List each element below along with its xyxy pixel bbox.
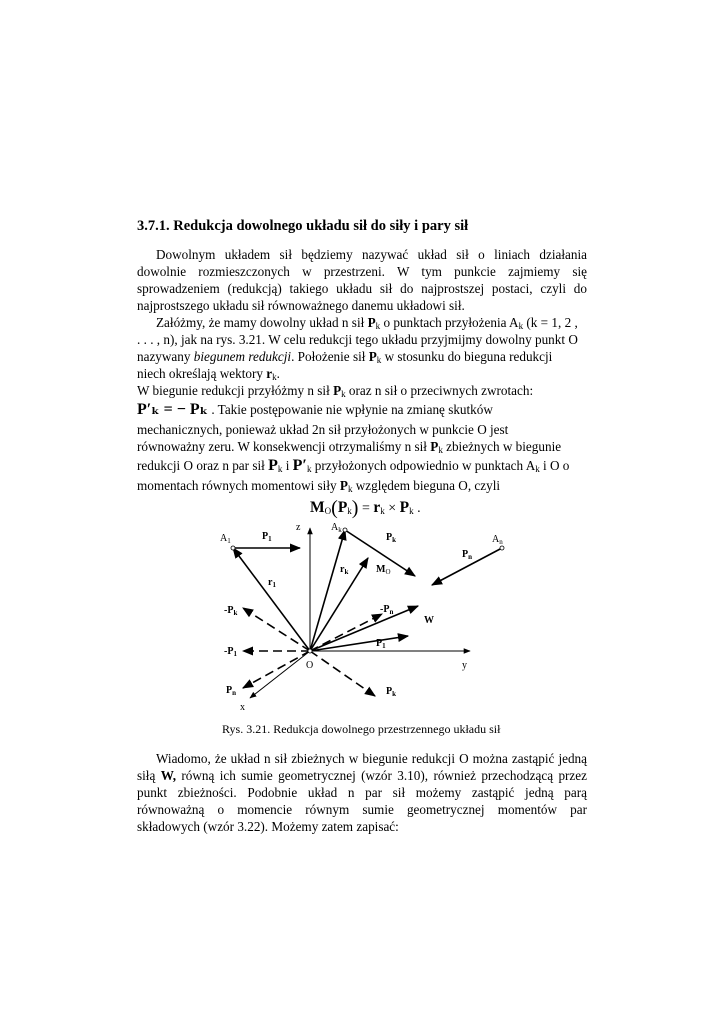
text-line: równoważną o momencie równym sumie geometrycznej momentów par <box>137 802 587 817</box>
text-line: . . . , n), jak na rys. 3.21. W celu redukcji tego układu przyjmijmy dowolny punkt O <box>137 332 578 347</box>
minus-Pk-at-O <box>243 608 310 651</box>
label-An: $A_n$ <box>492 534 503 546</box>
subscript: k <box>347 484 353 494</box>
paren-close: ) <box>351 497 359 519</box>
text-line <box>137 365 587 382</box>
point-An <box>500 546 504 550</box>
label-minus-P1: $-P_1$ <box>224 646 237 658</box>
text-line <box>137 382 587 399</box>
point-O <box>308 649 312 653</box>
paragraph-3 <box>137 750 587 835</box>
label-P1-top: $P_1$ <box>262 531 272 543</box>
text-run: niech określają wektory <box>137 366 267 381</box>
text-run: W biegunie redukcji przyłóżmy n sił <box>137 383 334 398</box>
text-run: względem bieguna O, czyli <box>352 478 501 493</box>
text-run: (k = 1, 2 , <box>523 315 578 330</box>
text-line: składowych (wzór 3.22). Możemy zatem zapisać: <box>137 819 399 834</box>
text-run: nazywany <box>137 349 194 364</box>
text-line <box>137 767 587 784</box>
label-Pk: $P_k$ <box>386 686 397 698</box>
label-x: x <box>240 702 245 713</box>
W-vector <box>310 606 418 651</box>
text-line: punkt zbieżności. Podobnie układ n par sił możemy zastąpić jedną parą <box>137 785 587 800</box>
text-line <box>137 348 587 365</box>
eq-sub-k: k <box>347 506 352 516</box>
eq-sub-k: k <box>380 506 385 516</box>
text-run: siłą <box>137 768 161 783</box>
text-line <box>137 438 587 455</box>
r1-vector <box>233 548 310 651</box>
eq-equals: = <box>358 501 374 516</box>
Pk-at-O <box>310 651 375 696</box>
text-run: równoważny zeru. W konsekwencji otrzymaliśmy n sił <box>137 439 431 454</box>
text-line <box>137 314 587 331</box>
subscript: k <box>518 321 524 331</box>
symbol-W: W, <box>160 768 176 783</box>
symbol-P: P <box>268 457 278 474</box>
symbol-P: P <box>333 383 342 398</box>
point-A1 <box>231 546 235 550</box>
label-r1: $r_1$ <box>268 577 276 589</box>
paragraph-2 <box>137 314 587 494</box>
text-line: Dowolnym układem sił będziemy nazywać układ sił o liniach działania <box>156 247 587 262</box>
subscript: k <box>535 464 540 474</box>
symbol-P: P <box>339 478 348 493</box>
text-run: zbieżnych w biegunie <box>442 439 562 454</box>
eq-r: r <box>373 499 381 516</box>
moment-equation <box>310 497 421 520</box>
label-Pn-top: $P_n$ <box>462 549 473 561</box>
inline-formula: P′ₖ = − Pₖ <box>137 401 209 418</box>
label-z: z <box>296 522 301 533</box>
subscript: k <box>438 445 443 455</box>
eq-times: × <box>384 501 400 516</box>
subscript: k <box>306 464 312 474</box>
subscript: k <box>277 464 283 474</box>
text-run: w stosunku do bieguna redukcji <box>381 349 553 364</box>
subscript: k <box>375 321 381 331</box>
label-P1: $P_1$ <box>376 638 386 650</box>
emphasis: biegunem redukcji <box>193 349 292 364</box>
Pn-at-O <box>243 651 310 688</box>
text-line: dowolnie rozmieszczonych w przestrzeni. W tym punkcie zajmiemy się <box>137 264 587 279</box>
text-run: . Położenie sił <box>291 349 369 364</box>
force-reduction-diagram <box>210 518 520 718</box>
label-MO: $M_O$ <box>376 564 391 576</box>
label-minus-Pk: $-P_k$ <box>224 605 238 617</box>
text-run: równą ich sumie geometrycznej (wzór 3.10), również przechodzącą przez <box>176 768 587 783</box>
symbol-P: P <box>367 315 376 330</box>
label-O: O <box>306 660 314 671</box>
text-run: . Takie postępowanie nie wpłynie na zmianę skutków <box>208 402 493 417</box>
text-line <box>137 477 587 494</box>
eq-sub-k: k <box>409 506 414 516</box>
x-axis <box>250 651 310 698</box>
text-line: sprowadzeniem (redukcją) takiego układu sił do najprostszej postaci, czyli do <box>137 281 587 296</box>
rk-vector <box>310 530 345 651</box>
label-Pn: $P_n$ <box>226 685 237 697</box>
text-line <box>137 399 587 421</box>
eq-sub-O: O <box>324 506 332 516</box>
label-W: W <box>424 615 434 626</box>
label-A1: $A_1$ <box>220 533 231 545</box>
text-run: i <box>282 458 293 473</box>
text-line: mechanicznych, ponieważ układ 2n sił przyłożonych w punkcie O jest <box>137 422 509 437</box>
text-run: i O o <box>539 458 570 473</box>
MO-vector <box>310 558 368 651</box>
label-Pk-top: $P_k$ <box>386 532 397 544</box>
label-rk: $r_k$ <box>340 564 349 576</box>
subscript: k <box>376 355 382 365</box>
eq-P: P <box>399 499 410 516</box>
eq-P: P <box>337 499 348 516</box>
text-run: Załóżmy, że mamy dowolny układ n sił <box>156 315 368 330</box>
text-run: momentach równych momentowi siły <box>137 478 340 493</box>
paragraph-1 <box>137 246 587 314</box>
paren-open: ( <box>331 497 338 519</box>
text-run: oraz n sił o przeciwnych zwrotach: <box>345 383 534 398</box>
symbol-P: P <box>368 349 377 364</box>
section-heading: 3.7.1. Redukcja dowolnego układu sił do siły i pary sił <box>137 218 469 234</box>
text-run: o punktach przyłożenia A <box>380 315 519 330</box>
text-line: najprostszego układu sił równoważnego danemu układowi sił. <box>137 298 465 313</box>
label-y: y <box>462 660 467 671</box>
symbol-r: r <box>266 366 273 381</box>
subscript: k <box>272 372 277 382</box>
figure-caption: Rys. 3.21. Redukcja dowolnego przestrzennego układu sił <box>222 722 501 736</box>
text-run: redukcji O oraz n par sił <box>137 458 269 473</box>
eq-M: M <box>310 499 325 516</box>
label-minus-Pn: $-P_n$ <box>380 604 394 616</box>
subscript: k <box>341 389 346 399</box>
text-run: przyłożonych odpowiednio w punktach A <box>311 458 536 473</box>
text-run: . <box>276 366 280 381</box>
eq-end: . <box>413 501 421 516</box>
text-line <box>137 455 587 477</box>
text-line: Wiadomo, że układ n sił zbieżnych w biegunie redukcji O można zastąpić jedną <box>156 751 587 766</box>
symbol-P: P <box>430 439 439 454</box>
symbol-P-prime: P′ <box>292 457 307 474</box>
label-Ak: $A_k$ <box>331 522 342 534</box>
point-Ak <box>343 528 347 532</box>
